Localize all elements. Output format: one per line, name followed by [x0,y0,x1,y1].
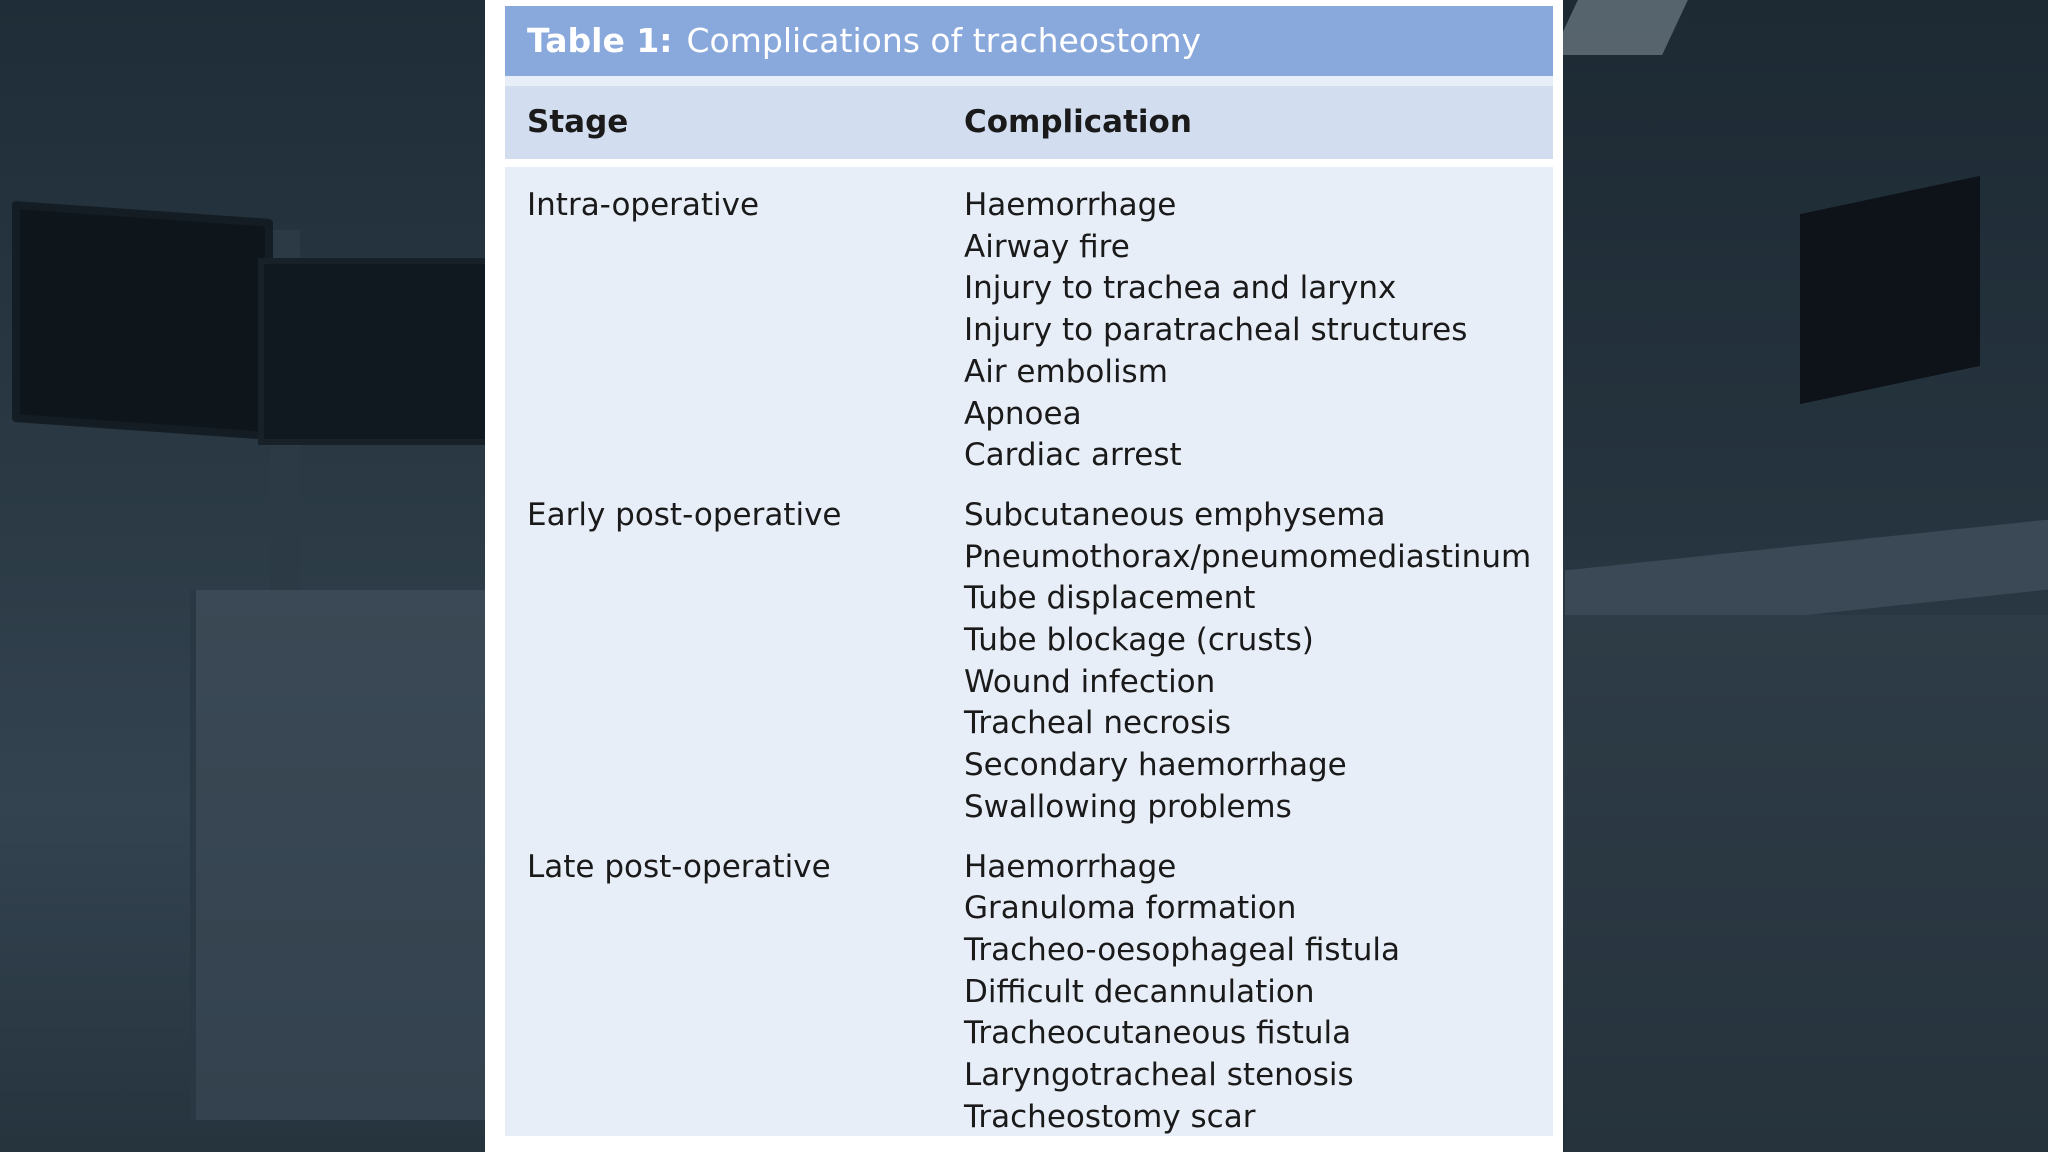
complication-item: Tracheostomy scar [964,1098,1256,1135]
complication-item: Granuloma formation [964,890,1297,927]
complication-item: Tracheal necrosis [964,705,1232,742]
complication-item: Air embolism [964,353,1168,390]
table-body [505,167,1553,1138]
table-title: Complications of tracheostomy [686,21,1201,60]
complication-item: Subcutaneous emphysema [964,496,1386,533]
table-panel [485,0,1563,1152]
table-label: Table 1: [527,21,673,60]
table-row-group [505,167,1553,477]
table-row-group [505,477,1553,829]
complication-item: Injury to trachea and larynx [964,270,1397,307]
complication-item: Swallowing problems [964,788,1292,825]
complication-item: Haemorrhage [964,187,1177,223]
complication-item: Airway fire [964,228,1130,265]
stage-cell: Intra-operative [527,187,760,223]
complication-item: Difficult decannulation [964,973,1315,1010]
left-monitor [12,201,273,440]
complications-table [505,6,1553,1136]
complication-item: Tracheo-oesophageal fistula [964,931,1400,968]
right-monitor [1800,176,1980,404]
stage-cell: Early post-operative [527,496,842,533]
complication-item: Tube displacement [964,580,1256,617]
header-complication: Complication [964,104,1192,140]
stage-cell: Late post-operative [527,848,831,885]
complication-item: Secondary haemorrhage [964,747,1347,784]
table-header-row [505,86,1553,159]
header-stage: Stage [527,104,629,140]
complication-item: Cardiac arrest [964,437,1182,474]
equipment-cart [190,590,496,1120]
complication-item: Laryngotracheal stenosis [964,1057,1354,1094]
table-row-group [505,829,1553,1139]
complication-item: Apnoea [964,395,1082,432]
right-cabinet [1565,615,2048,1152]
complication-item: Tracheocutaneous fistula [964,1015,1352,1052]
left-monitor-secondary [258,258,500,445]
table-title-bar [505,6,1553,76]
complication-item: Wound infection [964,663,1216,700]
complication-item: Haemorrhage [964,848,1177,885]
header-separator [505,159,1553,167]
complication-item: Tube blockage (crusts) [964,622,1314,659]
complication-item: Injury to paratracheal structures [964,312,1468,349]
complication-item: Pneumothorax/pneumomediastinum [964,538,1532,575]
